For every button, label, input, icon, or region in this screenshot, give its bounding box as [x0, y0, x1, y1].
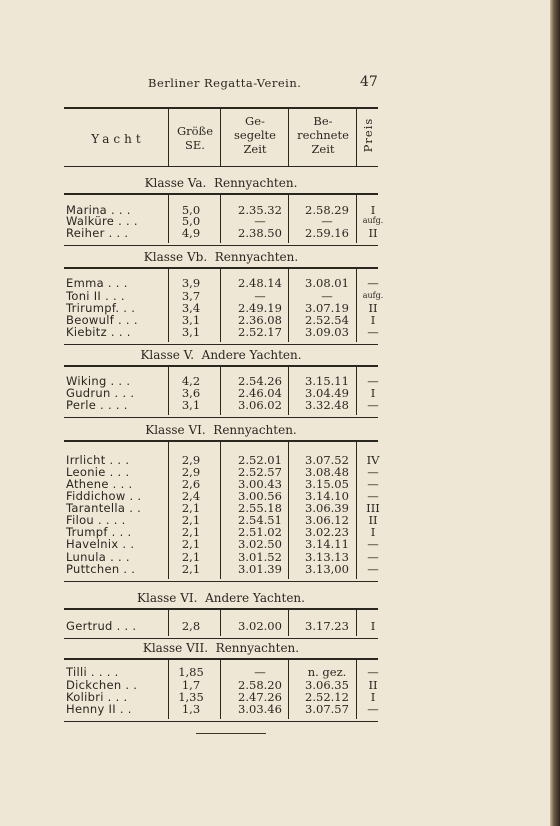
prize: — — [367, 537, 379, 551]
prize: aufg. — [362, 216, 384, 225]
yacht-name: Athene . . . — [66, 477, 133, 491]
header-computed-line: Zeit — [311, 142, 335, 156]
section-title: Klasse VII. Rennyachten. — [142, 641, 300, 655]
yacht-name: Puttchen . . — [66, 562, 136, 576]
sailed-time: 3.03.46 — [238, 702, 282, 716]
column-divider — [168, 660, 169, 719]
column-divider — [168, 367, 169, 415]
prize: I — [370, 386, 376, 400]
sailed-time: — — [254, 289, 266, 303]
yacht-size: 1,7 — [181, 678, 201, 692]
yacht-name: Havelnix . . — [66, 537, 135, 551]
yacht-name: Kiebitz . . . — [66, 325, 131, 339]
yacht-name: Henny II . . — [66, 702, 132, 716]
computed-time: n. gez. — [307, 665, 347, 679]
yacht-size: 2,1 — [181, 501, 201, 515]
yacht-name: Walküre . . . — [66, 214, 138, 228]
yacht-size: 2,1 — [181, 562, 201, 576]
computed-time: 2.58.29 — [305, 203, 349, 217]
yacht-name: Lunula . . . — [66, 550, 130, 564]
computed-time: 3.07.57 — [305, 702, 349, 716]
yacht-name: Trirumpf. . . — [66, 301, 136, 315]
prize: II — [368, 226, 378, 240]
yacht-size: 4,2 — [181, 374, 201, 388]
sailed-time: 2.54.51 — [238, 513, 282, 527]
yacht-name: Fiddichow . . — [66, 489, 142, 503]
column-divider — [220, 109, 221, 166]
section-rule — [64, 658, 378, 660]
yacht-size: 1,3 — [181, 702, 201, 716]
yacht-size: 2,9 — [181, 465, 201, 479]
sailed-time: 2.55.18 — [238, 501, 282, 515]
computed-time: 3.06.35 — [305, 678, 349, 692]
prize: aufg. — [362, 291, 384, 300]
header-top-rule — [64, 107, 378, 109]
sailed-time: 3.02.00 — [238, 619, 282, 633]
column-divider — [220, 610, 221, 636]
yacht-size: 3,1 — [181, 398, 201, 412]
sailed-time: 2.52.01 — [238, 453, 282, 467]
yacht-name: Kolibri . . . — [66, 690, 128, 704]
yacht-name: Emma . . . — [66, 276, 128, 290]
yacht-name: Marina . . . — [66, 203, 131, 217]
prize: — — [367, 477, 379, 491]
section-bottom-rule — [64, 638, 378, 639]
prize: — — [367, 325, 379, 339]
header-computed-line: rechnete — [297, 128, 349, 142]
sailed-time: 2.52.17 — [238, 325, 282, 339]
computed-time: 3.07.52 — [305, 453, 349, 467]
sailed-time: 3.02.50 — [238, 537, 282, 551]
sailed-time: 2.49.19 — [238, 301, 282, 315]
yacht-size: 2,8 — [181, 619, 201, 633]
column-divider — [168, 442, 169, 579]
column-divider — [220, 269, 221, 342]
prize: I — [370, 619, 376, 633]
column-divider — [168, 109, 169, 166]
yacht-name: Toni II . . . — [66, 289, 125, 303]
yacht-name: Irrlicht . . . — [66, 453, 130, 467]
header-computed-time — [290, 114, 356, 156]
yacht-size: 3,6 — [181, 386, 201, 400]
column-divider — [220, 442, 221, 579]
section-rule — [64, 608, 378, 610]
computed-time: 3.06.39 — [305, 501, 349, 515]
yacht-name: Gertrud . . . — [66, 619, 137, 633]
yacht-name: Leonie . . . — [66, 465, 130, 479]
header-sailed-time — [222, 114, 288, 156]
prize: — — [367, 562, 379, 576]
yacht-size: 5,0 — [181, 214, 201, 228]
page-number: 47 — [360, 74, 378, 90]
prize: II — [368, 513, 378, 527]
prize: IV — [366, 453, 380, 467]
book-spine — [550, 0, 560, 826]
header-sailed-line: Ge- — [245, 114, 265, 128]
prize: — — [367, 489, 379, 503]
computed-time: 3.04.49 — [305, 386, 349, 400]
computed-time: 3.17.23 — [305, 619, 349, 633]
computed-time: 2.52.12 — [305, 690, 349, 704]
sailed-time: 3.00.43 — [238, 477, 282, 491]
sailed-time: 2.51.02 — [238, 525, 282, 539]
column-divider — [168, 610, 169, 636]
sailed-time: 2.36.08 — [238, 313, 282, 327]
sailed-time: 3.01.39 — [238, 562, 282, 576]
section-bottom-rule — [64, 581, 378, 582]
prize: I — [370, 690, 376, 704]
column-divider — [220, 195, 221, 243]
column-divider — [356, 109, 357, 166]
header-sailed-line: Zeit — [243, 142, 267, 156]
section-rule — [64, 440, 378, 442]
yacht-size: 5,0 — [181, 203, 201, 217]
yacht-size: 1,85 — [178, 665, 204, 679]
sailed-time: 2.54.26 — [238, 374, 282, 388]
computed-time: 3.07.19 — [305, 301, 349, 315]
sailed-time: 3.06.02 — [238, 398, 282, 412]
yacht-size: 2,1 — [181, 525, 201, 539]
prize: — — [367, 665, 379, 679]
header-size-line: SE. — [185, 138, 205, 152]
header-prize: Preis — [361, 117, 375, 153]
prize: — — [367, 465, 379, 479]
yacht-size: 2,4 — [181, 489, 201, 503]
yacht-size: 3,4 — [181, 301, 201, 315]
column-divider — [168, 195, 169, 243]
prize: I — [370, 525, 376, 539]
prize: II — [368, 678, 378, 692]
header-sailed-line: segelte — [234, 128, 276, 142]
yacht-name: Trumpf . . . — [66, 525, 132, 539]
running-title: Berliner Regatta-Verein. — [148, 76, 302, 90]
computed-time: 3.06.12 — [305, 513, 349, 527]
section-title: Klasse Va. Rennyachten. — [144, 176, 298, 190]
prize: III — [366, 501, 380, 515]
computed-time: 2.52.54 — [305, 313, 349, 327]
page-header — [0, 76, 550, 96]
sailed-time: 2.38.50 — [238, 226, 282, 240]
yacht-size: 3,1 — [181, 325, 201, 339]
computed-time: — — [321, 214, 333, 228]
sailed-time: 3.00.56 — [238, 489, 282, 503]
computed-time: 3.15.05 — [305, 477, 349, 491]
column-divider — [220, 660, 221, 719]
yacht-name: Dickchen . . — [66, 678, 138, 692]
yacht-name: Perle . . . . — [66, 398, 128, 412]
prize: — — [367, 398, 379, 412]
prize: — — [367, 276, 379, 290]
yacht-size: 1,35 — [178, 690, 204, 704]
yacht-size: 3,9 — [181, 276, 201, 290]
yacht-size: 4,9 — [181, 226, 201, 240]
computed-time: 3.14.11 — [305, 537, 349, 551]
computed-time: 2.59.16 — [305, 226, 349, 240]
yacht-size: 2,1 — [181, 537, 201, 551]
yacht-name: Wiking . . . — [66, 374, 131, 388]
sailed-time: 2.46.04 — [238, 386, 282, 400]
computed-time: 3.08.01 — [305, 276, 349, 290]
computed-time: 3.15.11 — [305, 374, 349, 388]
sailed-time: 2.52.57 — [238, 465, 282, 479]
yacht-size: 2,9 — [181, 453, 201, 467]
yacht-name: Gudrun . . . — [66, 386, 135, 400]
prize: — — [367, 702, 379, 716]
section-bottom-rule — [64, 417, 378, 418]
section-rule — [64, 193, 378, 195]
computed-time: 3.13.13 — [305, 550, 349, 564]
column-divider — [220, 367, 221, 415]
sailed-time: — — [254, 665, 266, 679]
yacht-name: Beowulf . . . — [66, 313, 138, 327]
sailed-time: 3.01.52 — [238, 550, 282, 564]
header-computed-line: Be- — [313, 114, 333, 128]
prize: II — [368, 301, 378, 315]
yacht-name: Tilli . . . . — [66, 665, 119, 679]
prize: I — [370, 203, 376, 217]
computed-time: 3.09.03 — [305, 325, 349, 339]
yacht-size: 2,6 — [181, 477, 201, 491]
yacht-size: 2,1 — [181, 513, 201, 527]
computed-time: 3.02.23 — [305, 525, 349, 539]
computed-time: 3.32.48 — [305, 398, 349, 412]
prize: I — [370, 313, 376, 327]
computed-time: 3.14.10 — [305, 489, 349, 503]
header-bottom-rule — [64, 166, 378, 167]
section-bottom-rule — [64, 344, 378, 345]
sailed-time: 2.48.14 — [238, 276, 282, 290]
prize: — — [367, 550, 379, 564]
computed-time: — — [321, 289, 333, 303]
sailed-time: — — [254, 214, 266, 228]
section-title: Klasse VI. Rennyachten. — [145, 423, 297, 437]
header-size-line: Größe — [176, 124, 214, 138]
yacht-name: Filou . . . . — [66, 513, 126, 527]
sailed-time: 2.47.26 — [238, 690, 282, 704]
sailed-time: 2.58.20 — [238, 678, 282, 692]
yacht-size: 3,1 — [181, 313, 201, 327]
header-size — [170, 124, 220, 152]
yacht-size: 3,7 — [181, 289, 201, 303]
section-title: Klasse Vb. Rennyachten. — [143, 250, 299, 264]
section-rule — [64, 267, 378, 269]
section-bottom-rule — [64, 721, 378, 722]
header-yacht: Yacht — [91, 132, 145, 146]
prize: — — [367, 374, 379, 388]
computed-time: 3.13,00 — [305, 562, 349, 576]
section-title: Klasse V. Andere Yachten. — [140, 348, 302, 362]
section-title: Klasse VI. Andere Yachten. — [137, 591, 305, 605]
column-divider — [168, 269, 169, 342]
sailed-time: 2.35.32 — [238, 203, 282, 217]
section-rule — [64, 365, 378, 367]
yacht-name: Tarantella . . — [66, 501, 142, 515]
yacht-name: Reiher . . . — [66, 226, 129, 240]
footer-rule — [196, 733, 266, 734]
yacht-size: 2,1 — [181, 550, 201, 564]
computed-time: 3.08.48 — [305, 465, 349, 479]
section-bottom-rule — [64, 245, 378, 246]
column-divider — [288, 109, 289, 166]
